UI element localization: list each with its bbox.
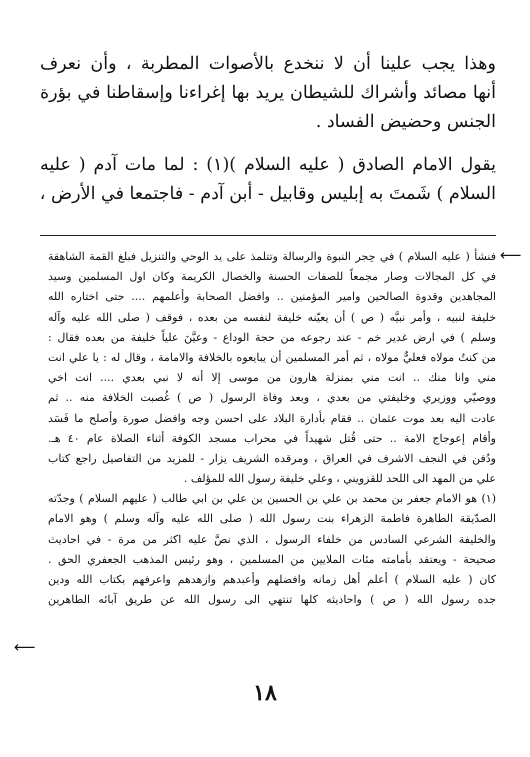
footnotes bbox=[48, 247, 496, 610]
arrow-left-icon: ⟵ bbox=[500, 246, 522, 264]
footnote-line: ووصيّي ووزيري وخليفتي من بعدي ، وبعد وفاة الرسول ( ص ) غُصبت الخلافة منه .. ثم bbox=[48, 391, 496, 405]
footnote-line: كان ( عليه السلام ) أعلم أهل زمانه وافضلهم وأعبدهم وازهدهم واعرفهم بكتاب الله ودين bbox=[48, 573, 496, 586]
arrow-left-icon: ⟵ bbox=[14, 638, 36, 656]
footnote-line: من كنتُ مولاه فعليٌّ مولاه ، ثم أمر المسلمين أن يبايعوه بالخلافة والامامة ، وقال له : يا علي انت bbox=[48, 350, 496, 364]
footnote-line: خليفة لنبيه ، وأمر نبيَّه ( ص ) أن يعيّنه خليفة لنفسه من بعده ، فوقف ( صلى الله عليه وآله bbox=[48, 310, 496, 324]
paragraph-gap bbox=[40, 137, 496, 151]
footnote-line: مني وانا منك .. انت مني بمنزلة هارون من موسى إلا أنه لا نبي بعدي .... انت اخي bbox=[48, 371, 496, 385]
footnote-line: جده رسول الله ( ص ) واحاديثه كلها تنتهي الى رسول الله عن طريق آبائه الطاهرين bbox=[48, 593, 496, 607]
footnote-divider bbox=[40, 235, 496, 236]
footnote-line: (١) هو الامام جعفر بن محمد بن علي بن الحسين بن علي بن ابي طالب ( عليهم السلام ) وجدّته bbox=[48, 492, 496, 506]
footnote-line: ودُفن في النجف الاشرف في العراق ، ومرقده الشريف يزار - للمزيد من التفاصيل راجع كتاب bbox=[48, 451, 496, 465]
main-line: السلام ) شَمتَ به إبليس وقابيل - أبن آدم - فاجتمعا في الأرض ، bbox=[40, 184, 496, 204]
main-text bbox=[40, 50, 496, 209]
main-line: يقول الامام الصادق ( عليه السلام )(١) : لما مات آدم ( عليه bbox=[40, 155, 496, 175]
footnote-line: علي من المهد الى اللحد للقزويني ، وعلي خليفة رسول الله للمؤلف . bbox=[183, 472, 496, 486]
footnote-line: صحيحة - ويعتقد بأمامته مئات الملايين من المسلمين ، وهو رئيس المذهب الجعفري الحق . bbox=[48, 552, 496, 566]
footnote-line: المجاهدين وقدوة الصالحين وامير المؤمنين .. وافضل الصحابة وأعلمهم .... حتى اختاره الله bbox=[48, 290, 496, 304]
footnote-line: فنشأ ( عليه السلام ) في حِجر النبوة والرسالة وتتلمذ على يد الوحي والتنزيل فبلغ القمة الشاهقة bbox=[48, 250, 496, 263]
main-line: أنها مصائد وأشراك للشيطان يريد بها إغراءنا وإسقاطنا في بؤرة bbox=[40, 83, 496, 103]
footnote-line: في كل المجالات وصار مجمعاً للصفات الحسنة والخصال الكريمة وكان اول المسلمين وسيد bbox=[48, 270, 496, 284]
main-line: وهذا يجب علينا أن لا ننخدع بالأصوات المطربة ، وأن نعرف bbox=[40, 54, 496, 74]
footnote-line: والخليفة الشرعي السادس من خلفاء الرسول ، الذي نصَّ عليه اكثر من مرة - في احاديث bbox=[48, 532, 496, 546]
footnote-line: الصدّيقة الطاهرة فاطمة الزهراء بنت رسول الله ( صلى الله عليه وآله وسلم ) وهو الامام bbox=[48, 512, 496, 526]
page-number: ١٨ bbox=[253, 680, 277, 706]
footnote-line: وأقام إعوجاج الامة .. حتى قُتل شهيداً في محراب مسجد الكوفة أثناء الصلاة عام ٤٠ هـ. bbox=[48, 431, 496, 445]
footnote-line: وسلم ) في ارض غدير خم - عند رجوعه من حجة الوداع - وعيَّنَ علياً خليفة من بعده فقال : bbox=[48, 330, 496, 344]
main-line: الجنس وحضيض الفساد . bbox=[315, 112, 496, 132]
footnote-line: عادت اليه بعد موت عثمان .. فقام بأدارة البلاد على احسن وجه وافضل صورة وأصلح ما فَسَد bbox=[48, 411, 496, 425]
